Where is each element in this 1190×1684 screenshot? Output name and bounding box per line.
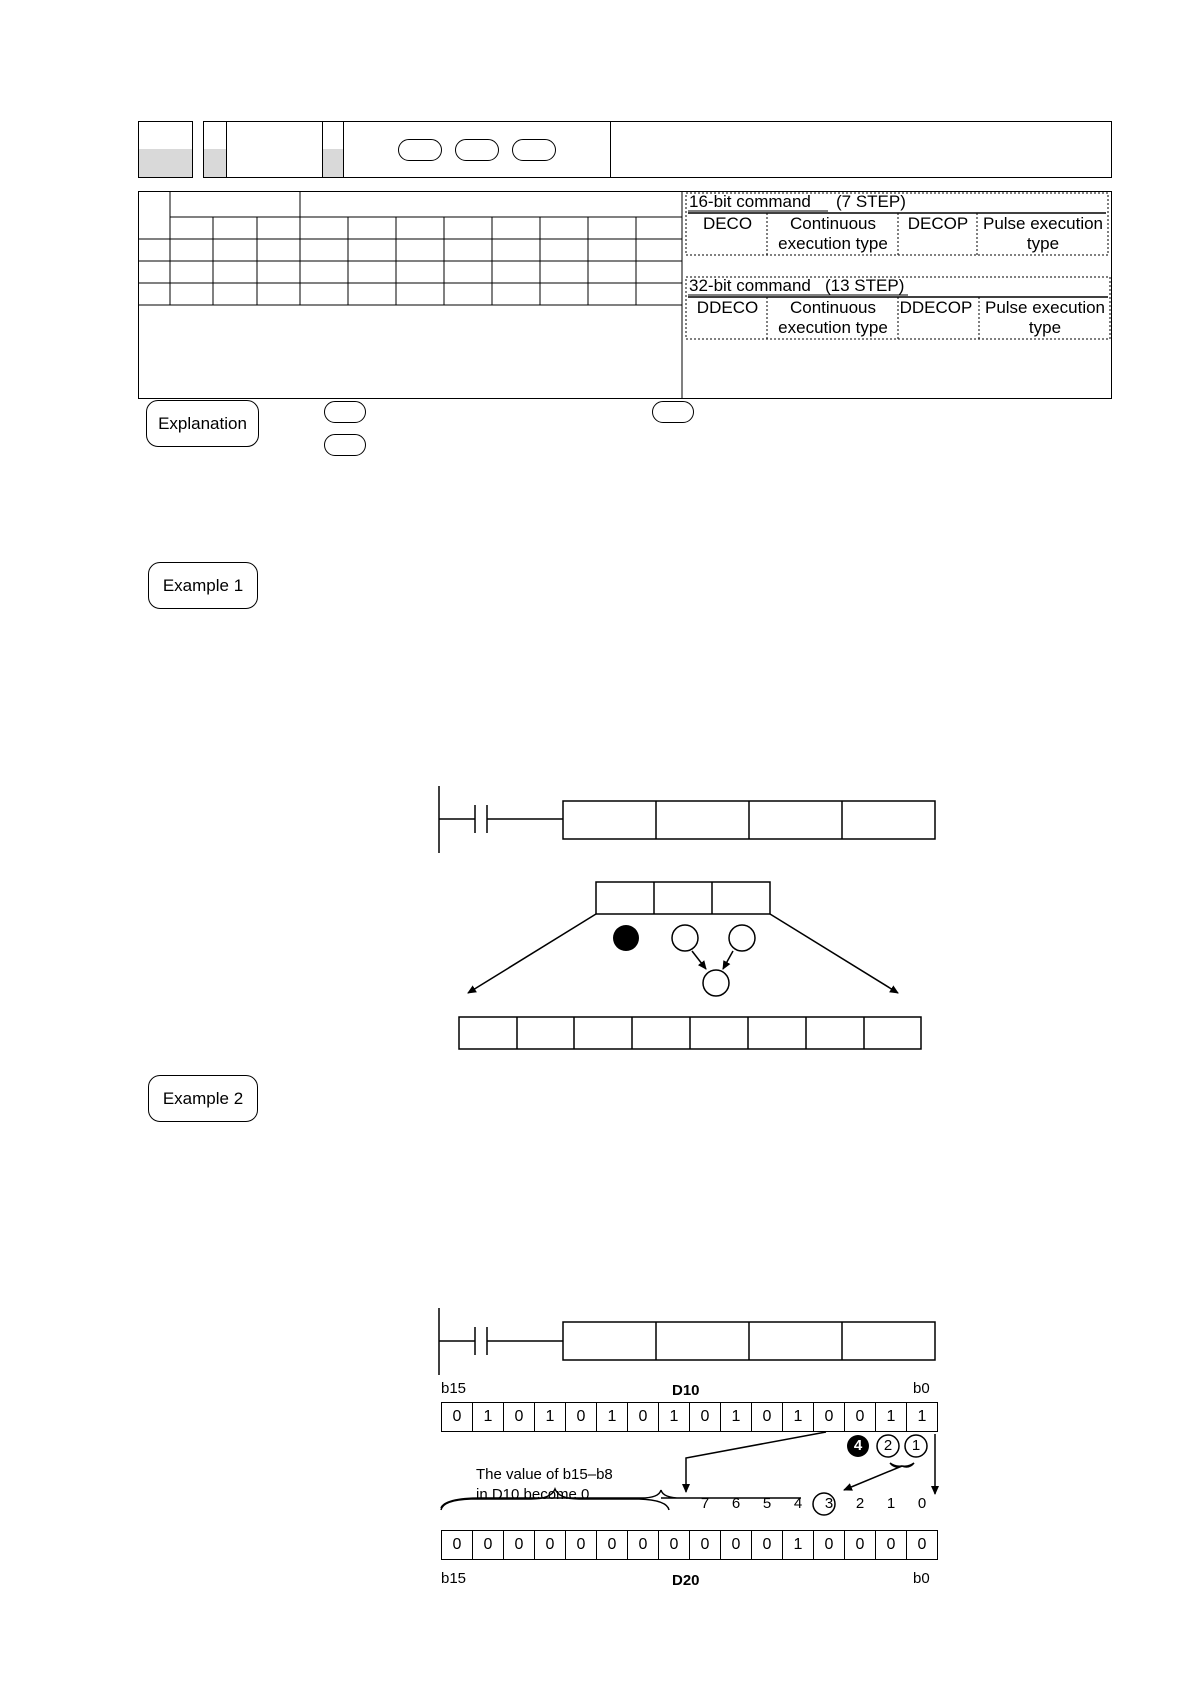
d20-label: D20 xyxy=(672,1572,700,1589)
bit-index-label: 3 xyxy=(824,1495,834,1512)
bit-cell: 0 xyxy=(689,1402,721,1432)
bit-cell: 0 xyxy=(503,1402,535,1432)
bit-cell: 0 xyxy=(565,1530,597,1560)
bit-cell: 0 xyxy=(844,1402,876,1432)
cmd32-steps: (13 STEP) xyxy=(825,276,905,295)
bit-cell: 0 xyxy=(813,1530,845,1560)
bit-index-label: 7 xyxy=(700,1495,710,1512)
bit-index-label: 6 xyxy=(731,1495,741,1512)
bit-cell: 1 xyxy=(472,1402,504,1432)
bit-index-label: 4 xyxy=(793,1495,803,1512)
bit-cell: 0 xyxy=(503,1530,535,1560)
bit-cell: 0 xyxy=(875,1530,907,1560)
cmd16-cont-type: Continuous execution type xyxy=(778,214,888,253)
bit-index-label: 1 xyxy=(886,1495,896,1512)
bit-cell: 1 xyxy=(782,1402,814,1432)
bit-cell: 0 xyxy=(472,1530,504,1560)
bit-cell: 0 xyxy=(534,1530,566,1560)
bit-cell: 0 xyxy=(906,1530,938,1560)
bit-cell: 0 xyxy=(441,1402,473,1432)
bit-cell: 1 xyxy=(906,1402,938,1432)
example1-tag: Example 1 xyxy=(148,562,258,609)
bit-cell: 0 xyxy=(627,1402,659,1432)
bit-cell: 0 xyxy=(658,1530,690,1560)
cmd16-pulse-instr: DECOP xyxy=(907,214,969,233)
bit-cell: 0 xyxy=(441,1530,473,1560)
cmd16-cont-instr: DECO xyxy=(702,214,753,233)
bit-cell: 0 xyxy=(844,1530,876,1560)
bit-cell: 0 xyxy=(627,1530,659,1560)
example2-tag: Example 2 xyxy=(148,1075,258,1122)
bit-cell: 1 xyxy=(534,1402,566,1432)
bit-cell: 1 xyxy=(782,1530,814,1560)
d20-low-label: b0 xyxy=(913,1570,930,1587)
bit-cell: 0 xyxy=(565,1402,597,1432)
note-line2: in D10 become 0 xyxy=(476,1486,590,1503)
bit-index-label: 5 xyxy=(762,1495,772,1512)
cmd32-pulse-type: Pulse execution type xyxy=(984,298,1106,337)
cmd32-pulse-instr: DDECOP xyxy=(899,298,973,317)
bit-cell: 0 xyxy=(596,1530,628,1560)
bit-index-label: 0 xyxy=(917,1495,927,1512)
bit-cell: 1 xyxy=(875,1402,907,1432)
explanation-tag: Explanation xyxy=(146,400,259,447)
marker-four: 4 xyxy=(853,1437,863,1454)
bit-cell: 1 xyxy=(596,1402,628,1432)
cmd16-pulse-type: Pulse execution type xyxy=(982,214,1104,253)
bit-cell: 0 xyxy=(751,1530,783,1560)
marker-one-digit: 1 xyxy=(911,1437,921,1454)
bit-cell: 0 xyxy=(751,1402,783,1432)
marker-two: 2 xyxy=(883,1437,893,1454)
cmd16-steps: (7 STEP) xyxy=(836,192,906,211)
bit-index-label: 2 xyxy=(855,1495,865,1512)
bit-cell: 0 xyxy=(813,1402,845,1432)
d10-label: D10 xyxy=(672,1382,700,1399)
cmd32-cont-instr: DDECO xyxy=(696,298,759,317)
cmd32-cont-type: Continuous execution type xyxy=(778,298,888,337)
note-line1: The value of b15–b8 xyxy=(476,1466,613,1483)
bit-cell: 1 xyxy=(720,1402,752,1432)
d10-low-label: b0 xyxy=(913,1380,930,1397)
d20-high-label: b15 xyxy=(441,1570,467,1587)
bit-cell: 0 xyxy=(720,1530,752,1560)
d10-high-label: b15 xyxy=(441,1380,467,1397)
cmd32-title: 32-bit command xyxy=(689,276,811,295)
cmd16-title: 16-bit command xyxy=(689,192,811,211)
bit-cell: 1 xyxy=(658,1402,690,1432)
bit-cell: 0 xyxy=(689,1530,721,1560)
